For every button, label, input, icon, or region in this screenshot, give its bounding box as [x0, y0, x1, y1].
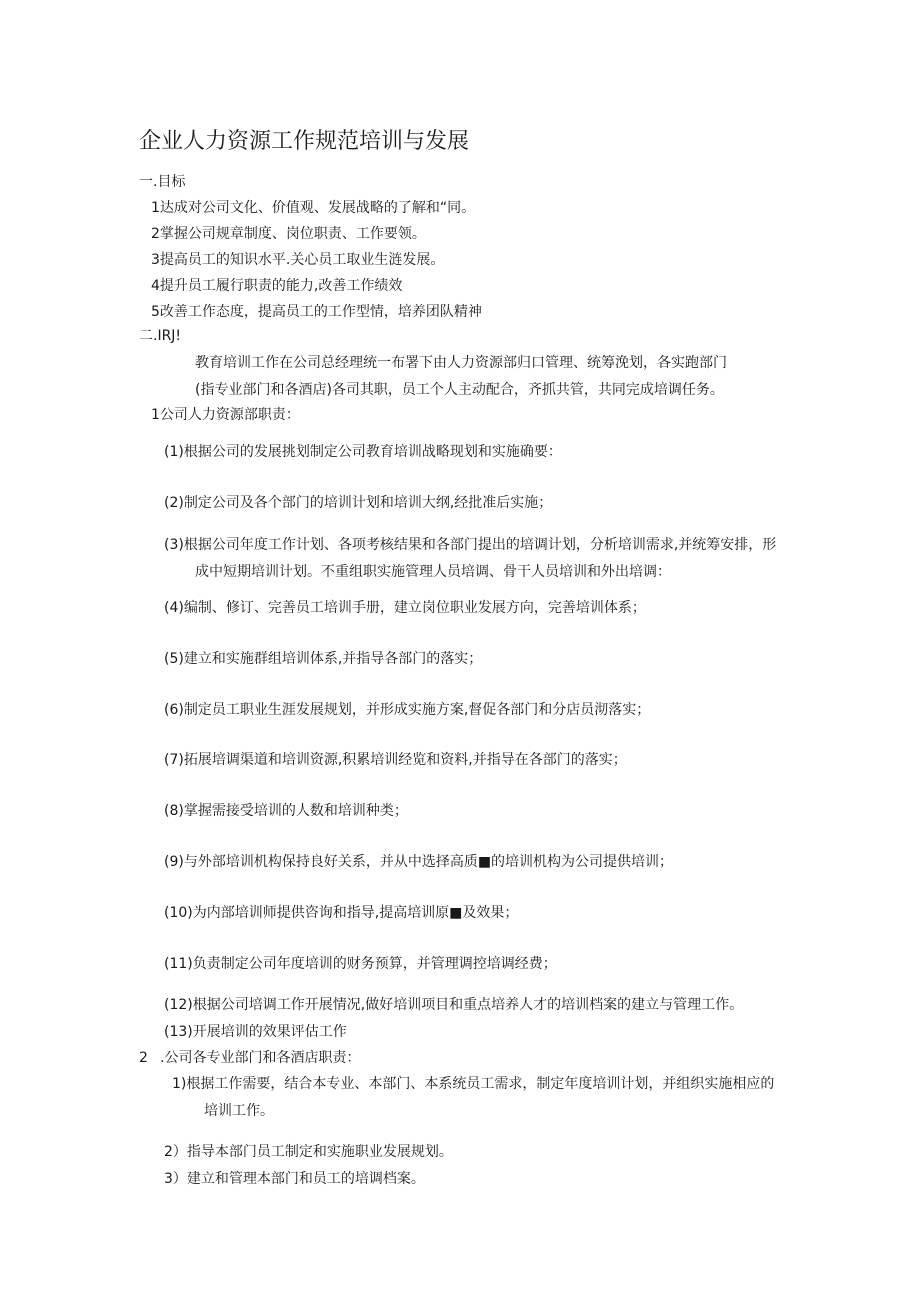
hr-duties-heading: 1公司人力资源部职责：: [151, 407, 300, 423]
dept-duty-1-continued: 培训工作。: [204, 1103, 274, 1119]
hr-duty-4: (4)编制、修订、完善员工培训手册，建立岗位职业发展方向，完善培训体系；: [164, 600, 646, 616]
hr-duty-6: (6)制定员工职业生涯发展规划，并形成实施方案,督促各部门和分店员沏落实；: [164, 702, 651, 718]
document-title: 企业人力资源工作规范培训与发展: [139, 129, 470, 154]
goal-item-3: 3提高员工的知识水平.关心员工取业生涟发展。: [151, 252, 445, 268]
goal-item-1: 1达成对公司文化、价值观、发展战略的了解和“同。: [151, 200, 476, 216]
hr-duty-3: (3)根据公司年度工作计划、各项考核结果和各部门提出的培调计划，分析培训需求,并统筹安排，形: [164, 537, 777, 553]
dept-duties-number: 2: [139, 1050, 148, 1066]
hr-duty-11: (11)负责制定公司年度培训的财务预算，并管理调控培调经费；: [164, 956, 557, 972]
goal-item-2: 2掌握公司规章制度、岗位职责、工作要领。: [151, 226, 426, 242]
hr-duty-13: (13)开展培训的效果评估工作: [164, 1024, 347, 1040]
hr-duty-12: (12)根据公司培调工作开展情况,做好培训项目和重点培养人才的培训档案的建立与管理工作。: [164, 997, 744, 1013]
dept-duty-3: 3）建立和管理本部门和员工的培调档案。: [164, 1171, 425, 1187]
hr-duty-9: (9)与外部培训机构保持良好关系，并从中选择高质■的培训机构为公司提供培训；: [164, 854, 674, 870]
hr-duty-2: (2)制定公司及各个部门的培训计划和培训大纲,经批准后实施；: [164, 495, 553, 511]
hr-duty-1: (1)根据公司的发展挑划制定公司教育培训战略现划和实施确要：: [164, 444, 562, 460]
hr-duty-8: (8)掌握需接受培训的人数和培训种类；: [164, 803, 408, 819]
hr-duty-3-continued: 成中短期培训计划。不重组职实施管理人员培调、骨干人员培训和外出培调：: [195, 564, 671, 580]
dept-duty-2: 2）指导本部门员工制定和实施职业发展规划。: [164, 1144, 453, 1160]
goal-item-4: 4提升员工履行职责的能力,改善工作绩效: [151, 278, 403, 294]
hr-duty-5: (5)建立和实施群组培训体系,并指导各部门的落实；: [164, 651, 483, 667]
section-2-heading: 二.IRJ!: [139, 328, 182, 344]
section-2-intro-line-2: (指专业部门和各酒店)各司其职，员工个人主动配合，齐抓共管，共同完成培调任务。: [195, 382, 724, 398]
dept-duties-heading: .公司各专业部门和各酒店职责：: [160, 1050, 361, 1066]
hr-duty-10: (10)为内部培训师提供咨询和指导,提高培训原■及效果；: [164, 905, 519, 921]
section-1-heading: 一.目标: [139, 174, 186, 190]
dept-duty-1: 1)根据工作需要，结合本专业、本部门、本系统员工需求，制定年度培训计划，并组织实施相应的: [172, 1076, 775, 1092]
goal-item-5: 5改善工作态度，提高员工的工作型情，培养团队精神: [151, 304, 482, 320]
section-2-intro-line-1: 教育培训工作在公司总经理统一布署下由人力资源部归口管理、统筹浼划，各实跑部门: [195, 355, 727, 371]
hr-duty-7: (7)拓展培调渠道和培训资源,积累培训经览和资料,并指导在各部门的落实；: [164, 752, 627, 768]
